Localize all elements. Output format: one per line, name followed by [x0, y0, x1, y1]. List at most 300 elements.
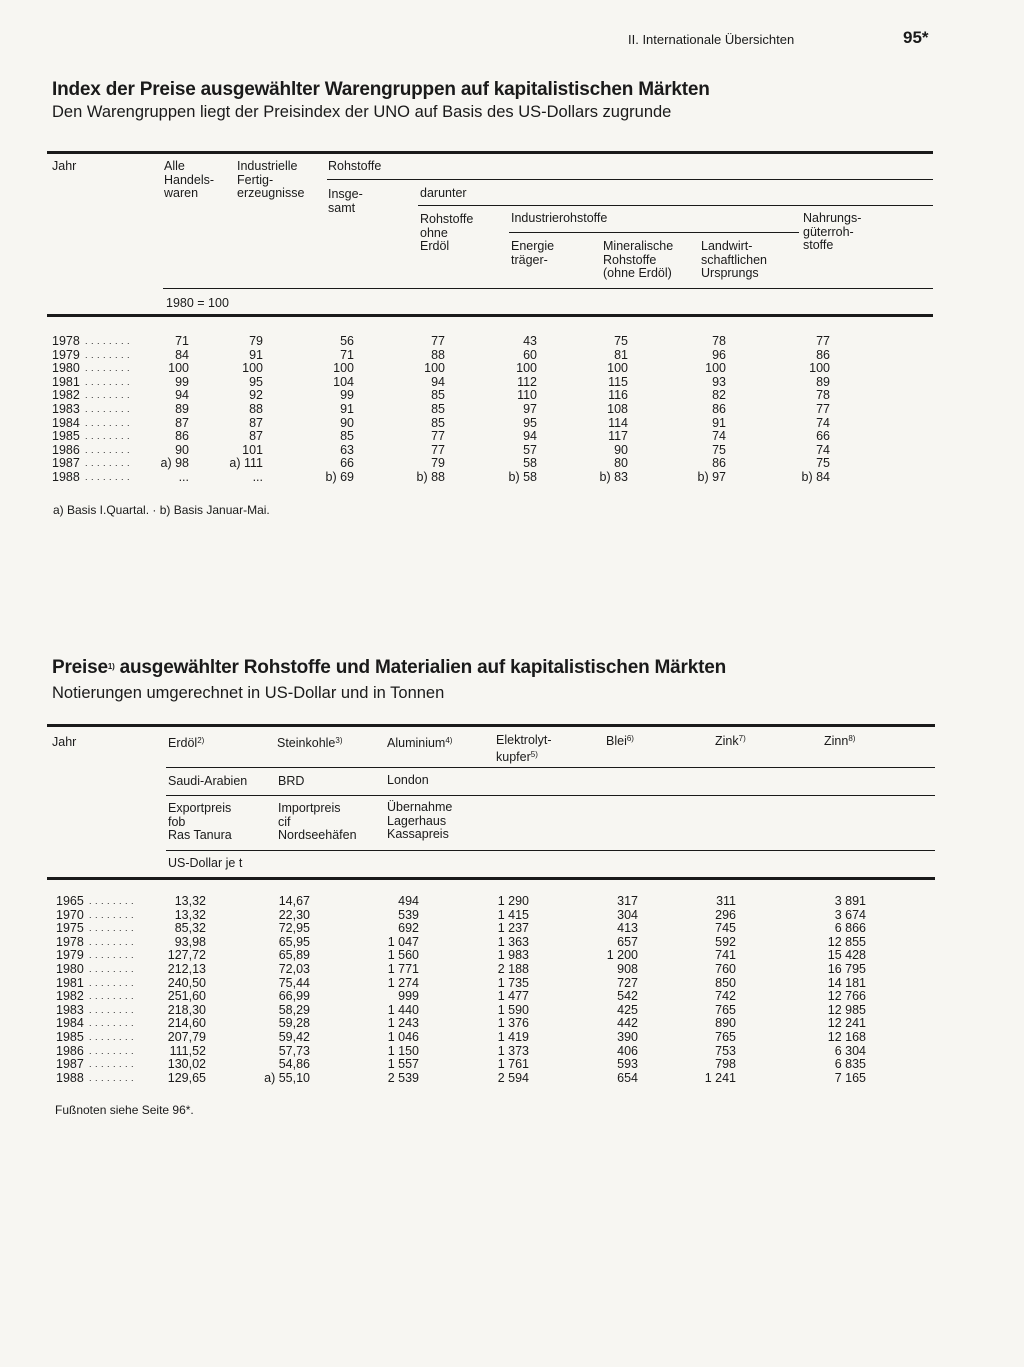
t2-cell: 130,02: [167, 1057, 206, 1072]
t2-cell: 65,95: [278, 934, 310, 949]
t2-cell: 1 047: [387, 934, 419, 949]
t2-cell: 6 835: [834, 1057, 866, 1072]
t1-value-column: [750, 335, 830, 485]
t1-header-alle: Alle Handels- waren: [164, 159, 215, 200]
t2-title-main: Preise: [52, 657, 108, 678]
t2-header-erdoel: [168, 734, 204, 751]
t1-cell: 94: [175, 388, 189, 403]
t2-row-year: 1970: [56, 907, 84, 922]
t1-leader-dots: . . . . . . . .: [85, 336, 131, 346]
t2-cell: 317: [617, 894, 638, 908]
t1-cell: 81: [614, 347, 628, 362]
t2-header-kupfer: [496, 734, 552, 764]
t2-header-brd: BRD: [278, 774, 305, 788]
t2-blei-label: Blei: [606, 734, 627, 748]
table1-subtitle: Den Warengruppen liegt der Preisindex der UNO auf Basis des US-Dollars zugrunde: [52, 103, 672, 121]
t1-rule-industrierohstoffe: [509, 232, 799, 233]
t2-value-column: [786, 895, 866, 1085]
t2-value-column: [339, 895, 419, 1085]
t2-cell: 727: [617, 975, 638, 990]
t1-cell: 56: [340, 334, 354, 348]
t2-rule-1: [166, 767, 935, 768]
t2-cell: 12 241: [827, 1016, 866, 1031]
t2-leader-dots: . . . . . . . .: [89, 1004, 135, 1015]
t2-title-rest: ausgewählter Rohstoffe und Materialien auf kapitalistischen Märkten: [114, 657, 727, 678]
t1-cell: 91: [712, 415, 726, 430]
t2-row-year: 1985: [56, 1029, 84, 1044]
t2-cell: 692: [398, 921, 419, 936]
t2-row-year: 1979: [56, 948, 84, 963]
t1-cell: 89: [175, 401, 189, 416]
t1-value-column: [548, 335, 628, 485]
t1-row-year: 1987: [52, 456, 80, 471]
t2-value-column: [656, 895, 736, 1085]
t2-cell: 218,30: [167, 1002, 206, 1017]
t1-rule-darunter: [418, 205, 933, 206]
t1-cell: 77: [431, 334, 445, 348]
page-number: 95*: [903, 28, 929, 47]
t2-cell: 6 304: [834, 1043, 866, 1058]
t1-header-jahr: Jahr: [52, 159, 77, 173]
t1-leader-dots: . . . . . . . .: [85, 349, 131, 360]
t2-leader-dots: . . . . . . . .: [89, 977, 135, 988]
t2-row-year: 1987: [56, 1057, 84, 1072]
t1-header-industrierohstoffe: Industrierohstoffe: [511, 211, 608, 225]
t1-header-landwirt: Landwirt- schaftlichen Ursprungs: [701, 239, 768, 280]
t1-cell: 112: [517, 374, 537, 389]
t2-cell: 1 046: [387, 1029, 419, 1044]
t1-cell: 86: [816, 347, 830, 362]
t2-cell: 741: [715, 948, 736, 963]
t1-cell: 80: [614, 456, 628, 471]
table1-top-rule: [47, 151, 933, 154]
t1-cell: 74: [816, 415, 830, 430]
t1-rule-basis: [163, 288, 933, 289]
t2-header-aluminium: [387, 734, 452, 751]
t2-cell: 6 866: [834, 921, 866, 936]
table1-footnote: a) Basis I.Quartal. · b) Basis Januar-Mai.: [53, 503, 270, 517]
t1-cell: 82: [712, 388, 726, 403]
t2-cell: 72,03: [278, 961, 310, 976]
t2-cell: 442: [617, 1016, 638, 1031]
t2-rule-3: [166, 850, 935, 851]
table2-title: [52, 657, 726, 679]
t1-cell: 116: [608, 388, 628, 403]
t2-year-column: [56, 895, 84, 1085]
t2-cell: 1 290: [497, 894, 529, 908]
t2-cell: 14 181: [827, 975, 866, 990]
t2-erdoel-fn: 2): [197, 736, 205, 745]
t1-cell: 100: [809, 361, 830, 376]
t2-blei-fn: 6): [626, 734, 634, 743]
t2-cell: 798: [715, 1057, 736, 1072]
t2-cell: 93,98: [174, 934, 206, 949]
t1-cell: 114: [608, 415, 628, 430]
t2-cell: 999: [398, 989, 419, 1004]
t2-cell: 742: [715, 989, 736, 1004]
t2-cell: 765: [715, 1029, 736, 1044]
t2-cell: 593: [617, 1057, 638, 1072]
t2-cell: 494: [398, 894, 419, 908]
t1-cell: 74: [712, 429, 726, 444]
t2-cell: 406: [617, 1043, 638, 1058]
t1-cell: a) 98: [160, 456, 189, 471]
t1-cell: 71: [340, 347, 354, 362]
t1-cell: 74: [816, 442, 830, 457]
t1-leader-dots: . . . . . . . .: [85, 403, 131, 414]
t2-cell: 3 674: [834, 907, 866, 922]
t2-value-column: [449, 895, 529, 1085]
t1-row-year: 1986: [52, 442, 80, 457]
t2-erdoel-label: Erdöl: [168, 736, 198, 750]
t2-row-year: 1980: [56, 961, 84, 976]
t2-cell: 214,60: [167, 1016, 206, 1031]
t1-cell: 88: [431, 347, 445, 362]
t1-cell: 100: [242, 361, 263, 376]
t2-cell: 1 477: [497, 989, 529, 1004]
t1-value-column: [109, 335, 189, 485]
t2-cell: 2 188: [497, 961, 529, 976]
t2-cell: 753: [715, 1043, 736, 1058]
t2-cell: 2 539: [387, 1070, 419, 1085]
t1-row-year: 1981: [52, 374, 80, 389]
t1-cell: 115: [608, 374, 628, 389]
t1-cell: 77: [816, 401, 830, 416]
t1-cell: 95: [249, 374, 263, 389]
t1-row-year: 1985: [52, 429, 80, 444]
t2-cell: 75,44: [278, 975, 310, 990]
t2-cell: 212,13: [167, 961, 206, 976]
t2-rule-2: [166, 795, 935, 796]
t1-cell: 85: [431, 415, 445, 430]
t2-cell: 129,65: [167, 1070, 206, 1085]
t2-leader-dots: . . . . . . . .: [89, 950, 135, 961]
t1-cell: 92: [249, 388, 263, 403]
t2-cell: 240,50: [167, 975, 206, 990]
t2-cell: 22,30: [278, 907, 310, 922]
t1-cell: 99: [175, 374, 189, 389]
t1-cell: 90: [614, 442, 628, 457]
t2-cell: 1 590: [497, 1002, 529, 1017]
t1-leader-dots: . . . . . . . .: [85, 390, 131, 401]
t1-cell: 43: [523, 334, 537, 348]
t2-cell: 1 241: [704, 1070, 736, 1085]
t2-leader-dots: . . . . . . . .: [89, 1018, 135, 1029]
t2-leader-dots: . . . . . . . .: [89, 1031, 135, 1042]
t1-row-year: 1978: [52, 334, 80, 348]
t1-cell: 100: [705, 361, 726, 376]
table2-header-bottom-rule: [47, 877, 935, 880]
t1-leader-dots: . . . . . . . .: [85, 431, 131, 442]
t2-header-unit: US-Dollar je t: [168, 856, 243, 870]
t2-cell: 654: [617, 1070, 638, 1085]
t2-cell: 890: [715, 1016, 736, 1031]
t2-cell: 304: [617, 907, 638, 922]
t2-cell: 2 594: [497, 1070, 529, 1085]
t2-cell: 59,42: [278, 1029, 310, 1044]
t1-cell: 88: [249, 401, 263, 416]
t1-cell: 100: [168, 361, 189, 376]
t1-cell: 87: [249, 415, 263, 430]
t1-leader-dots: . . . . . . . .: [85, 363, 131, 374]
t1-cell: 78: [816, 388, 830, 403]
t1-cell: b) 58: [508, 469, 537, 484]
t1-leader-dots: . . . . . . . .: [85, 444, 131, 455]
t1-row-year: 1984: [52, 415, 80, 430]
t2-cell: 3 891: [834, 894, 866, 908]
t2-row-year: 1981: [56, 975, 84, 990]
t2-cell: 1 983: [497, 948, 529, 963]
t2-cell: 760: [715, 961, 736, 976]
t1-cell: 78: [712, 334, 726, 348]
t1-cell: 117: [608, 429, 628, 444]
t2-steinkohle-fn: 3): [335, 736, 343, 745]
t1-cell: 100: [607, 361, 628, 376]
t1-cell: 85: [431, 388, 445, 403]
table2-footnote: Fußnoten siehe Seite 96*.: [55, 1103, 194, 1117]
t1-cell: 63: [340, 442, 354, 457]
t1-cell: 77: [431, 442, 445, 457]
t2-aluminium-label: Aluminium: [387, 736, 446, 750]
t2-header-steinkohle: [277, 734, 343, 751]
t1-header-rohstoffe: Rohstoffe: [328, 159, 382, 173]
t2-cell: 7 165: [834, 1070, 866, 1085]
t2-header-uebernahme: Übernahme Lagerhaus Kassapreis: [387, 800, 453, 841]
t1-cell: 86: [175, 429, 189, 444]
t2-cell: 1 237: [497, 921, 529, 936]
t2-cell: 1 557: [387, 1057, 419, 1072]
t2-cell: 1 274: [387, 975, 419, 990]
t2-cell: 765: [715, 1002, 736, 1017]
t2-cell: 251,60: [167, 989, 206, 1004]
t2-leader-dots: . . . . . . . .: [89, 991, 135, 1002]
t2-header-importpreis: Importpreis cif Nordseehäfen: [278, 801, 357, 842]
t1-value-column: [365, 335, 445, 485]
t2-zinn-label: Zinn: [824, 734, 849, 748]
t2-cell: 311: [716, 894, 736, 908]
t2-header-london: London: [387, 773, 429, 787]
t2-cell: 1 243: [387, 1016, 419, 1031]
t1-cell: 75: [816, 456, 830, 471]
t2-cell: 1 560: [387, 948, 419, 963]
t1-cell: b) 97: [697, 469, 726, 484]
t1-cell: 77: [816, 334, 830, 348]
t2-cell: 1 150: [387, 1043, 419, 1058]
t1-cell: 77: [431, 429, 445, 444]
t2-row-year: 1982: [56, 989, 84, 1004]
t2-zinn-fn: 8): [848, 734, 856, 743]
t1-cell: 66: [816, 429, 830, 444]
t2-header-jahr: Jahr: [52, 735, 77, 749]
t1-leader-dots: . . . . . . . .: [85, 471, 131, 482]
t1-row-year: 1982: [52, 388, 80, 403]
t2-cell: 1 735: [497, 975, 529, 990]
t2-kupfer-label: Elektrolyt- kupfer: [496, 733, 552, 764]
t1-cell: 99: [340, 388, 354, 403]
t2-row-year: 1965: [56, 894, 84, 908]
t1-value-column: [457, 335, 537, 485]
t1-cell: 58: [523, 456, 537, 471]
t1-cell: 79: [431, 456, 445, 471]
t2-aluminium-fn: 4): [445, 736, 453, 745]
t1-header-nahrung: Nahrungs- güterroh- stoffe: [803, 211, 862, 252]
t2-cell: a) 55,10: [264, 1070, 310, 1085]
t1-cell: 97: [523, 401, 537, 416]
t2-cell: 539: [398, 907, 419, 922]
t2-cell: 1 376: [497, 1016, 529, 1031]
t2-value-column: [558, 895, 638, 1085]
t2-cell: 413: [617, 921, 638, 936]
t1-cell: 94: [523, 429, 537, 444]
t2-leader-dots: . . . . . . . .: [89, 1072, 135, 1083]
t1-cell: a) 111: [229, 456, 263, 471]
t2-cell: 12 855: [827, 934, 866, 949]
t1-year-column: [52, 335, 80, 485]
t1-cell: 100: [424, 361, 445, 376]
t2-header-zinn: [824, 732, 855, 749]
table1-title: Index der Preise ausgewählter Warengruppen auf kapitalistischen Märkten: [52, 79, 710, 100]
t2-cell: 72,95: [278, 921, 310, 936]
t1-cell: 66: [340, 456, 354, 471]
t1-cell: 95: [523, 415, 537, 430]
t1-cell: 85: [340, 429, 354, 444]
t2-cell: 85,32: [174, 921, 206, 936]
t1-cell: 100: [516, 361, 537, 376]
running-header: II. Internationale Übersichten: [628, 32, 795, 47]
t1-cell: 91: [340, 401, 354, 416]
t2-kupfer-fn: 5): [530, 749, 538, 759]
t2-row-year: 1984: [56, 1016, 84, 1031]
t1-rule-rohstoffe: [327, 179, 933, 180]
t1-cell: 86: [712, 456, 726, 471]
t1-row-year: 1980: [52, 361, 80, 376]
t1-header-darunter: darunter: [420, 186, 467, 200]
t2-cell: 54,86: [278, 1057, 310, 1072]
t1-header-industrielle: Industrielle Fertig- erzeugnisse: [237, 159, 305, 200]
t2-cell: 65,89: [278, 948, 310, 963]
t1-cell: b) 83: [599, 469, 628, 484]
t2-cell: 390: [617, 1029, 638, 1044]
t2-steinkohle-label: Steinkohle: [277, 736, 336, 750]
t2-cell: 425: [617, 1002, 638, 1017]
t2-header-blei: [606, 732, 634, 749]
t1-cell: 75: [614, 334, 628, 348]
t2-cell: 850: [715, 975, 736, 990]
t2-cell: 16 795: [827, 961, 866, 976]
t1-cell: b) 88: [416, 469, 445, 484]
t1-cell: 94: [431, 374, 445, 389]
t2-leader-dots: . . . . . . . .: [89, 909, 135, 920]
t1-cell: 71: [175, 334, 189, 348]
t2-cell: 14,67: [278, 894, 310, 908]
t2-leader-dots: . . . . . . . .: [89, 1059, 135, 1070]
t2-value-column: [126, 895, 206, 1085]
t2-cell: 127,72: [167, 948, 206, 963]
t2-cell: 12 766: [827, 989, 866, 1004]
t1-header-insgesamt: Insge- samt: [328, 187, 363, 215]
t1-cell: 90: [340, 415, 354, 430]
t2-cell: 57,73: [278, 1043, 310, 1058]
t2-cell: 66,99: [278, 989, 310, 1004]
t2-cell: 12 168: [827, 1029, 866, 1044]
t1-header-energie: Energie träger-: [511, 239, 555, 267]
t2-cell: 296: [715, 907, 736, 922]
t2-leader-dots: . . . . . . . .: [89, 896, 135, 906]
table2-subtitle: Notierungen umgerechnet in US-Dollar und in Tonnen: [52, 684, 445, 702]
t1-cell: 75: [712, 442, 726, 457]
t1-row-year: 1983: [52, 401, 80, 416]
t2-leader-dots: . . . . . . . .: [89, 936, 135, 947]
t1-cell: 101: [242, 442, 263, 457]
t2-cell: 13,32: [174, 894, 206, 908]
t1-cell: 100: [333, 361, 354, 376]
t2-cell: 1 363: [497, 934, 529, 949]
t2-cell: 111,52: [169, 1043, 206, 1058]
t2-cell: 1 415: [497, 907, 529, 922]
t2-cell: 13,32: [174, 907, 206, 922]
t2-row-year: 1986: [56, 1043, 84, 1058]
t2-cell: 207,79: [167, 1029, 206, 1044]
t2-leader-dots: . . . . . . . .: [89, 1045, 135, 1056]
t1-header-ohne-erdoel: Rohstoffe ohne Erdöl: [420, 212, 474, 253]
t1-cell: 79: [249, 334, 263, 348]
t1-cell: 104: [333, 374, 354, 389]
t1-cell: 87: [249, 429, 263, 444]
t2-header-saudi: Saudi-Arabien: [168, 774, 248, 788]
t1-cell: ...: [178, 469, 189, 484]
t1-cell: b) 69: [325, 469, 354, 484]
t1-value-column: [183, 335, 263, 485]
t1-cell: 93: [712, 374, 726, 389]
t2-cell: 59,28: [278, 1016, 310, 1031]
t2-cell: 1 771: [387, 961, 419, 976]
t1-value-column: [274, 335, 354, 485]
t2-row-year: 1983: [56, 1002, 84, 1017]
t1-cell: 87: [175, 415, 189, 430]
t1-cell: 85: [431, 401, 445, 416]
t2-row-year: 1975: [56, 921, 84, 936]
t2-header-exportpreis: Exportpreis fob Ras Tanura: [168, 801, 232, 842]
t2-leader-dots: . . . . . . . .: [89, 963, 135, 974]
t2-zink-fn: 7): [738, 734, 746, 743]
t1-leader-dots: . . . . . . . .: [85, 458, 131, 469]
t2-cell: 745: [715, 921, 736, 936]
t2-cell: 15 428: [827, 948, 866, 963]
t2-cell: 12 985: [827, 1002, 866, 1017]
t1-cell: 91: [249, 347, 263, 362]
t2-cell: 1 761: [497, 1057, 529, 1072]
t2-value-column: [230, 895, 310, 1085]
t2-cell: 657: [617, 934, 638, 949]
t1-leader-dots: . . . . . . . .: [85, 376, 131, 387]
table2-top-rule: [47, 724, 935, 727]
t1-cell: 96: [712, 347, 726, 362]
t2-row-year: 1988: [56, 1070, 84, 1085]
t2-row-year: 1978: [56, 934, 84, 949]
t1-leader-dots: . . . . . . . .: [85, 417, 131, 428]
t2-cell: 1 373: [497, 1043, 529, 1058]
t1-cell: 89: [816, 374, 830, 389]
t1-cell: 90: [175, 442, 189, 457]
t2-cell: 542: [617, 989, 638, 1004]
t2-cell: 592: [715, 934, 736, 949]
t2-cell: 1 419: [497, 1029, 529, 1044]
t1-cell: b) 84: [801, 469, 830, 484]
t1-cell: 60: [523, 347, 537, 362]
t1-cell: 57: [523, 442, 537, 457]
t1-header-basis: 1980 = 100: [166, 296, 229, 310]
table1-header-bottom-rule: [47, 314, 933, 317]
